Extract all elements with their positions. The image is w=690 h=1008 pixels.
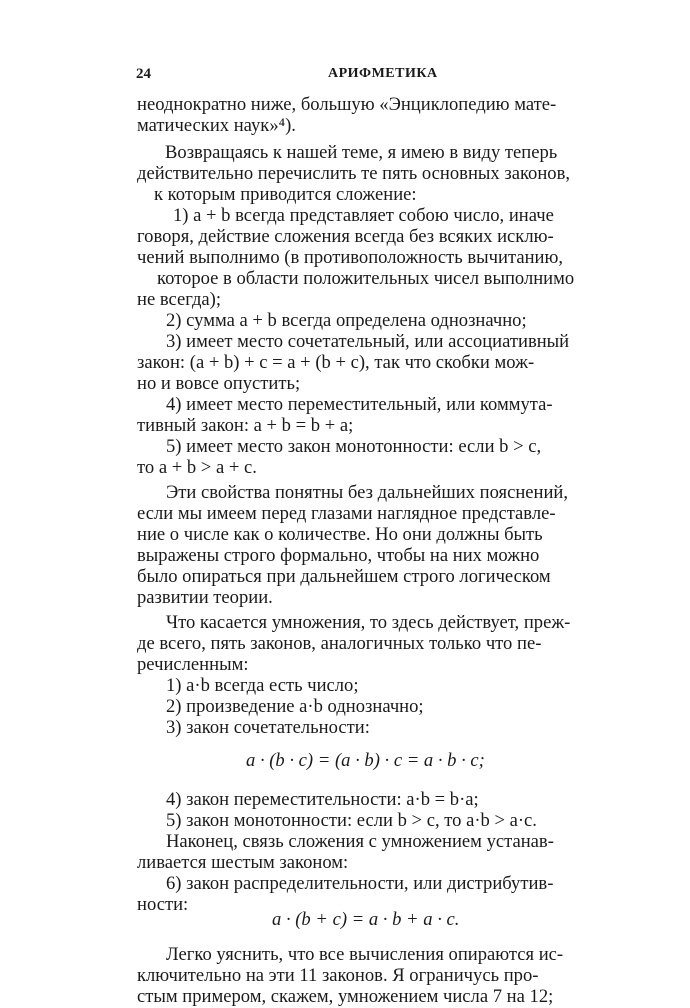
formula-distributivity: a · (b + c) = a · b + a · c.	[272, 909, 460, 930]
text-line: то a + b > a + c.	[137, 457, 257, 478]
text-line: 1) a + b всегда представляет собою число, иначе	[173, 205, 554, 226]
text-line: 5) имеет место закон монотонности: если b > c,	[166, 436, 542, 457]
formula-associativity: a · (b · c) = (a · b) · c = a · b · c;	[246, 750, 485, 771]
running-title: АРИФМЕТИКА	[328, 66, 438, 81]
text-line: Эти свойства понятны без дальнейших пояснений,	[166, 482, 569, 503]
text-line: ние о числе как о количестве. Но они должны быть	[137, 524, 543, 545]
text-line: ливается шестым законом:	[137, 852, 349, 873]
page-number: 24	[136, 66, 151, 82]
text-line: но и вовсе опустить;	[137, 373, 301, 394]
text-line: Легко уяснить, что все вычисления опираются ис-	[166, 944, 564, 965]
text-line: 1) a·b всегда есть число;	[166, 675, 359, 696]
text-line: действительно перечислить те пять основных законов,	[137, 163, 571, 184]
text-line: речисленным:	[137, 654, 249, 675]
text-line: стым примером, скажем, умножением числа 7 на 12;	[137, 986, 554, 1007]
text-line: де всего, пять законов, аналогичных только что пе-	[137, 633, 542, 654]
text-line: выражены строго формально, чтобы на них можно	[137, 545, 540, 566]
text-line: ключительно на эти 11 законов. Я ограничусь про-	[137, 965, 539, 986]
text-line: матических наук»⁴).	[137, 115, 296, 136]
text-line: 6) закон распределительности, или дистрибутив-	[166, 873, 554, 894]
text-line: Наконец, связь сложения с умножением устанав-	[166, 831, 554, 852]
text-line: 3) имеет место сочетательный, или ассоциативный	[166, 331, 570, 352]
text-line: к которым приводится сложение:	[154, 184, 417, 205]
text-line: Что касается умножения, то здесь действует, преж-	[166, 612, 571, 633]
text-line: 5) закон монотонности: если b > c, то a·b > a·c.	[166, 810, 537, 831]
text-line: развитии теории.	[137, 587, 273, 608]
text-line: 2) сумма a + b всегда определена однозначно;	[166, 310, 527, 331]
text-line: 4) имеет место переместительный, или коммута-	[166, 394, 553, 415]
text-line: 3) закон сочетательности:	[166, 717, 370, 738]
text-line: не всегда);	[137, 289, 222, 310]
text-line: тивный закон: a + b = b + a;	[137, 415, 354, 436]
text-line: закон: (a + b) + c = a + (b + c), так что скобки мож-	[137, 352, 535, 373]
text-line: говоря, действие сложения всегда без всяких исклю-	[137, 226, 554, 247]
text-line: чений выполнимо (в противоположность вычитанию,	[137, 247, 564, 268]
text-line: которое в области положительных чисел выполнимо	[157, 268, 575, 289]
text-line: 4) закон переместительности: a·b = b·a;	[166, 789, 479, 810]
text-line: было опираться при дальнейшем строго логическом	[137, 566, 551, 587]
text-line: неоднократно ниже, большую «Энциклопедию мате-	[137, 94, 557, 115]
text-line: ности:	[137, 894, 189, 915]
text-line: если мы имеем перед глазами наглядное представле-	[137, 503, 556, 524]
text-line: 2) произведение a·b однозначно;	[166, 696, 424, 717]
text-line: Возвращаясь к нашей теме, я имею в виду теперь	[165, 142, 558, 163]
